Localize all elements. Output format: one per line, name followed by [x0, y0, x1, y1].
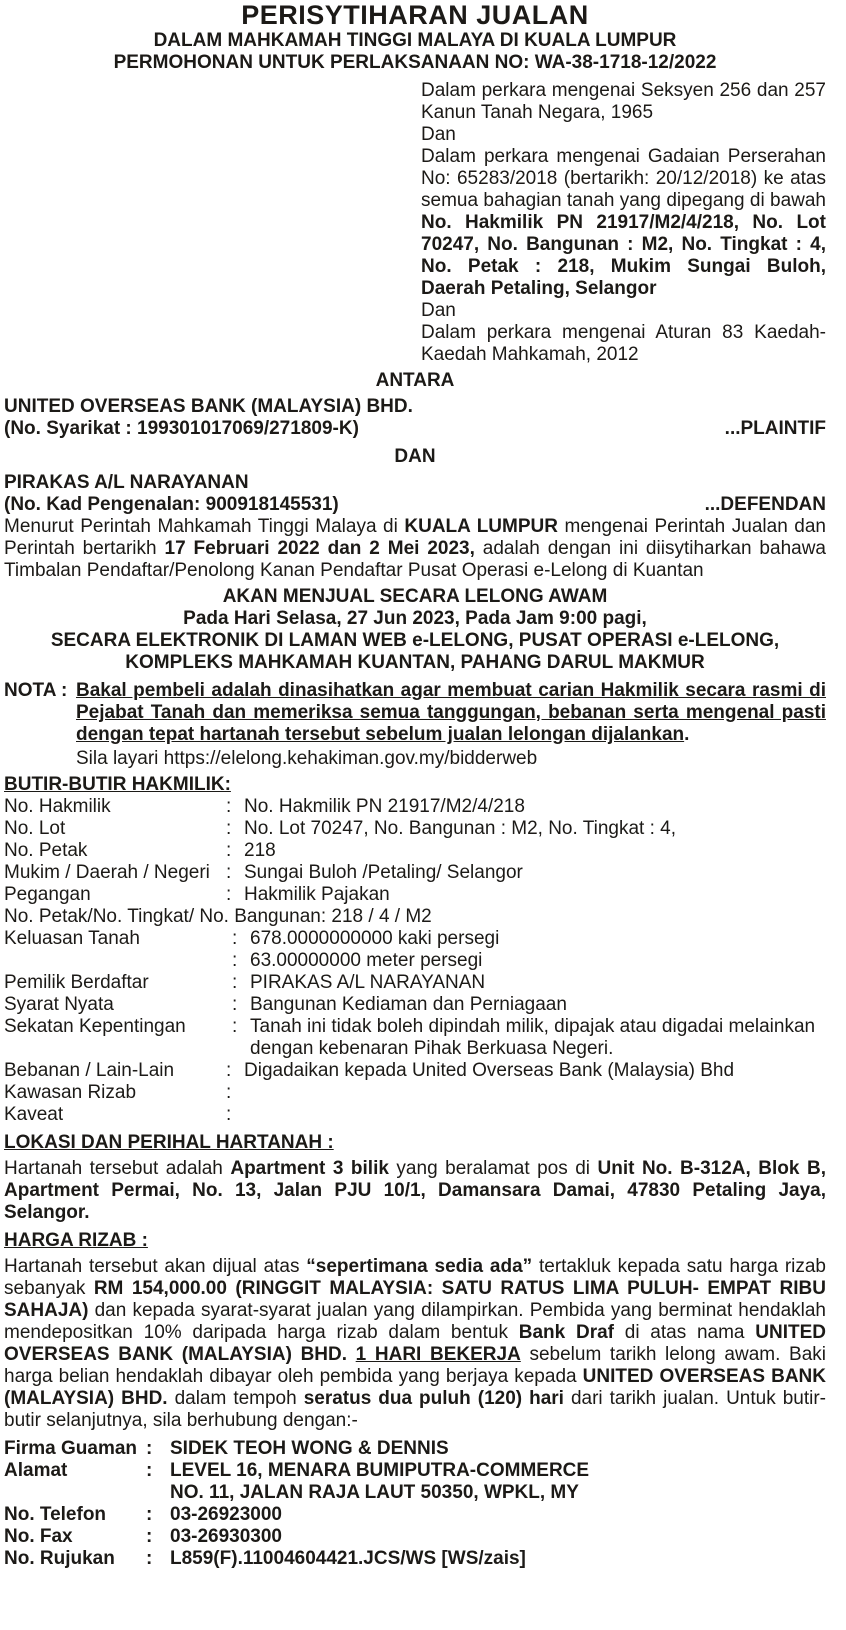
reserve-price: RM 154,000.00 (RINGGIT MALAYSIA: SATU RATUS LIMA PULUH- EMPAT RIBU SAHAJA) — [4, 1278, 826, 1321]
location-paragraph — [4, 1158, 826, 1224]
detail-value: 218 — [244, 840, 276, 861]
detail-separator: : — [226, 818, 232, 839]
location-text-2: yang beralamat pos di — [388, 1158, 598, 1179]
note-warning — [76, 680, 826, 746]
plaintiff-id: (No. Syarikat : 199301017069/271809-K) — [4, 418, 359, 439]
contact-separator: : — [146, 1504, 153, 1525]
reserve-text-5 — [347, 1344, 356, 1365]
matter-dan-2: Dan — [421, 300, 456, 321]
sale-proclamation — [4, 0, 826, 1570]
order-text-2: mengenai Perintah Jualan dan Perintah bertarikh — [4, 516, 826, 559]
contact-value: 03-26923000 — [170, 1504, 282, 1525]
detail-value: 678.0000000000 kaki persegi — [250, 928, 500, 949]
property-type: Apartment 3 bilik — [230, 1158, 389, 1179]
auction-date: Pada Hari Selasa, 27 Jun 2023, Pada Jam 9:00 pagi, — [183, 608, 647, 629]
detail-row — [4, 884, 826, 906]
contact-value: L859(F).11004604421.JCS/WS [WS/zais] — [170, 1548, 526, 1569]
detail-value — [244, 1082, 826, 1104]
detail-value: Tanah ini tidak boleh dipindah milik, dipajak atau digadai melainkan dengan kebenaran Pihak Berkuasa Negeri. — [250, 1016, 816, 1059]
detail-value: PIRAKAS A/L NARAYANAN — [250, 972, 486, 993]
contact-row — [4, 1482, 826, 1504]
detail-row — [4, 1104, 826, 1126]
location-heading: LOKASI DAN PERIHAL HARTANAH : — [4, 1132, 334, 1153]
defendant-name: PIRAKAS A/L NARAYANAN — [4, 472, 249, 493]
reserve-as-is: “sepertimana sedia ada” — [306, 1256, 533, 1277]
order-text-3: adalah dengan ini diisytiharkan bahawa Timbalan Pendaftar/Penolong Kanan Pendaftar Pusat Operasi e-Lelong di Kuantan — [4, 538, 826, 581]
contact-row — [4, 1548, 826, 1570]
matter-line-2-text: Dalam perkara mengenai Gadaian Perserahan No: 65283/2018 (bertarikh: 20/12/2018) ke atas semua bahagian tanah yang dipegang di bawah — [421, 146, 826, 211]
payment-period: seratus dua puluh (120) hari — [303, 1388, 564, 1409]
detail-row — [4, 1060, 826, 1082]
title-details-list — [4, 796, 826, 1126]
auction-venue-2: KOMPLEKS MAHKAMAH KUANTAN, PAHANG DARUL MAKMUR — [125, 652, 705, 673]
detail-separator: : — [232, 994, 238, 1015]
contact-separator — [146, 1482, 170, 1504]
matter-line-1: Dalam perkara mengenai Seksyen 256 dan 257 Kanun Tanah Negara, 1965 — [421, 80, 826, 123]
detail-label: Kaveat — [4, 1104, 64, 1125]
detail-separator: : — [226, 1082, 232, 1103]
detail-label: No. Hakmilik — [4, 796, 111, 817]
detail-label: Kawasan Rizab — [4, 1082, 137, 1103]
detail-separator: : — [226, 862, 232, 883]
detail-separator: : — [232, 928, 238, 949]
deposit-deadline: 1 HARI BEKERJA — [355, 1344, 521, 1365]
reserve-text-3: dan kepada syarat-syarat jualan yang dilampirkan. Pembida yang berminat hendaklah mendepositkan 10% daripada harga rizab dalam bentuk — [4, 1300, 826, 1343]
document-title: PERISYTIHARAN JUALAN — [241, 0, 589, 30]
court-name: DALAM MAHKAMAH TINGGI MALAYA DI KUALA LUMPUR — [153, 30, 677, 51]
auction-block — [4, 586, 826, 674]
detail-row — [4, 1082, 826, 1104]
detail-separator: : — [232, 1016, 238, 1037]
reserve-text-7: dalam tempoh — [167, 1388, 304, 1409]
defendant-row — [4, 494, 826, 516]
detail-label: Mukim / Daerah / Negeri — [4, 862, 210, 883]
contact-value: LEVEL 16, MENARA BUMIPUTRA-COMMERCE — [170, 1460, 590, 1481]
auction-venue-1: SECARA ELEKTRONIK DI LAMAN WEB e-LELONG, PUSAT OPERASI e-LELONG, — [50, 630, 780, 651]
detail-label: Syarat Nyata — [4, 994, 114, 1015]
detail-value: Digadaikan kepada United Overseas Bank (Malaysia) Bhd — [244, 1060, 735, 1081]
contact-block — [4, 1438, 826, 1570]
detail-separator: : — [226, 840, 232, 861]
plaintiff-role: ...PLAINTIF — [724, 418, 826, 439]
detail-row — [4, 796, 826, 818]
payee-bank: UNITED OVERSEAS BANK (MALAYSIA) BHD. — [4, 1322, 826, 1365]
bank-draft: Bank Draf — [518, 1322, 614, 1343]
note-body — [76, 680, 826, 770]
detail-row — [4, 928, 826, 950]
detail-separator: : — [226, 796, 232, 817]
contact-value: NO. 11, JALAN RAJA LAUT 50350, WPKL, MY — [170, 1482, 579, 1503]
and-heading: DAN — [394, 446, 436, 467]
contact-label: No. Fax — [4, 1526, 73, 1547]
detail-row — [4, 994, 826, 1016]
note-block — [4, 680, 826, 770]
bidder-website-link[interactable]: Sila layari https://elelong.kehakiman.gov.my/bidderweb — [76, 748, 538, 769]
reserve-text-4: di atas nama — [613, 1322, 756, 1343]
auction-line-1: AKAN MENJUAL SECARA LELONG AWAM — [222, 586, 608, 607]
court-order-paragraph — [4, 516, 826, 582]
contact-label: Alamat — [4, 1460, 68, 1481]
detail-value — [244, 1104, 826, 1126]
matter-block — [421, 80, 826, 366]
detail-separator: : — [226, 1104, 232, 1125]
detail-full-row: No. Petak/No. Tingkat/ No. Bangunan: 218 / 4 / M2 — [4, 906, 432, 927]
detail-value: 63.00000000 meter persegi — [250, 950, 483, 971]
reserve-text-2: tertakluk kepada satu harga rizab sebanyak — [4, 1256, 827, 1299]
detail-separator: : — [232, 950, 238, 971]
between-heading: ANTARA — [375, 370, 455, 391]
title-details-heading: BUTIR-BUTIR HAKMILIK: — [4, 774, 231, 795]
contact-separator: : — [146, 1526, 153, 1547]
location-text-1: Hartanah tersebut adalah — [4, 1158, 231, 1179]
reserve-price-heading: HARGA RIZAB : — [4, 1230, 148, 1251]
detail-value: No. Hakmilik PN 21917/M2/4/218 — [244, 796, 525, 817]
detail-separator: : — [232, 972, 238, 993]
detail-label: No. Petak — [4, 840, 88, 861]
defendant-id: (No. Kad Pengenalan: 900918145531) — [4, 494, 339, 515]
matter-line-3: Dalam perkara mengenai Aturan 83 Kaedah-Kaedah Mahkamah, 2012 — [421, 322, 826, 365]
detail-row — [4, 1016, 826, 1060]
order-dates: 17 Februari 2022 dan 2 Mei 2023, — [164, 538, 475, 559]
order-text-1: Menurut Perintah Mahkamah Tinggi Malaya di — [4, 516, 405, 537]
contact-label — [4, 1482, 146, 1504]
reserve-text-6: sebelum tarikh lelong awam. Baki harga belian hendaklah dibayar oleh pembida yang berjaya kepada — [4, 1344, 826, 1387]
property-address: Unit No. B-312A, Blok B, Apartment Permai, No. 13, Jalan PJU 10/1, Damansara Damai, 47830 Petaling Jaya, Selangor. — [4, 1158, 826, 1223]
detail-row — [4, 950, 826, 972]
detail-value: Hakmilik Pajakan — [244, 884, 390, 905]
plaintiff-name: UNITED OVERSEAS BANK (MALAYSIA) BHD. — [4, 396, 413, 417]
contact-row — [4, 1504, 826, 1526]
detail-separator: : — [226, 884, 232, 905]
reserve-text-1: Hartanah tersebut akan dijual atas — [4, 1256, 307, 1277]
detail-value: No. Lot 70247, No. Bangunan : M2, No. Tingkat : 4, — [244, 818, 676, 839]
contact-separator: : — [146, 1460, 153, 1481]
title-particulars: No. Hakmilik PN 21917/M2/4/218, No. Lot 70247, No. Bangunan : M2, No. Tingkat : 4, No. Petak : 218, Mukim Sungai Buloh, Daerah Petaling, Selangor — [421, 212, 826, 299]
detail-label: Pemilik Berdaftar — [4, 972, 149, 993]
detail-row — [4, 840, 826, 862]
detail-row — [4, 818, 826, 840]
contact-value: 03-26930300 — [170, 1526, 282, 1547]
balance-payee: UNITED OVERSEAS BANK (MALAYSIA) BHD. — [4, 1366, 826, 1409]
plaintiff-row — [4, 418, 826, 440]
matter-dan-1: Dan — [421, 124, 456, 145]
reserve-price-paragraph — [4, 1256, 826, 1432]
detail-label: Bebanan / Lain-Lain — [4, 1060, 175, 1081]
detail-label: No. Lot — [4, 818, 66, 839]
detail-value: Sungai Buloh /Petaling/ Selangor — [244, 862, 523, 883]
detail-label: Sekatan Kepentingan — [4, 1016, 186, 1037]
note-warning-text: Bakal pembeli adalah dinasihatkan agar membuat carian Hakmilik secara rasmi di Pejabat Tanah dan memeriksa semua tanggungan, bebanan serta mengenal pasti dengan tepat hartanah tersebut sebelum jualan lelongan dijalankan — [76, 680, 826, 745]
contact-value: SIDEK TEOH WONG & DENNIS — [170, 1438, 449, 1459]
contact-label: Firma Guaman — [4, 1438, 138, 1459]
contact-row — [4, 1460, 826, 1482]
detail-label — [4, 950, 232, 972]
contact-row — [4, 1438, 826, 1460]
reserve-text-8: dari tarikh jualan. Untuk butir-butir selanjutnya, sila berhubung dengan:- — [4, 1388, 826, 1431]
contact-label: No. Rujukan — [4, 1548, 115, 1569]
detail-value: Bangunan Kediaman dan Perniagaan — [250, 994, 567, 1015]
note-warning-dot: . — [684, 724, 690, 745]
contact-separator: : — [146, 1548, 153, 1569]
application-number: PERMOHONAN UNTUK PERLAKSANAAN NO: WA-38-1718-12/2022 — [113, 52, 717, 73]
contact-label: No. Telefon — [4, 1504, 107, 1525]
detail-label: Pegangan — [4, 884, 91, 905]
detail-separator: : — [226, 1060, 232, 1081]
contact-row — [4, 1526, 826, 1548]
defendant-role: ...DEFENDAN — [704, 494, 826, 515]
detail-row — [4, 972, 826, 994]
note-label: NOTA : — [4, 680, 68, 701]
detail-label: Keluasan Tanah — [4, 928, 140, 949]
matter-line-2 — [421, 146, 826, 300]
order-location: KUALA LUMPUR — [404, 516, 558, 537]
detail-row — [4, 862, 826, 884]
contact-separator: : — [146, 1438, 153, 1459]
